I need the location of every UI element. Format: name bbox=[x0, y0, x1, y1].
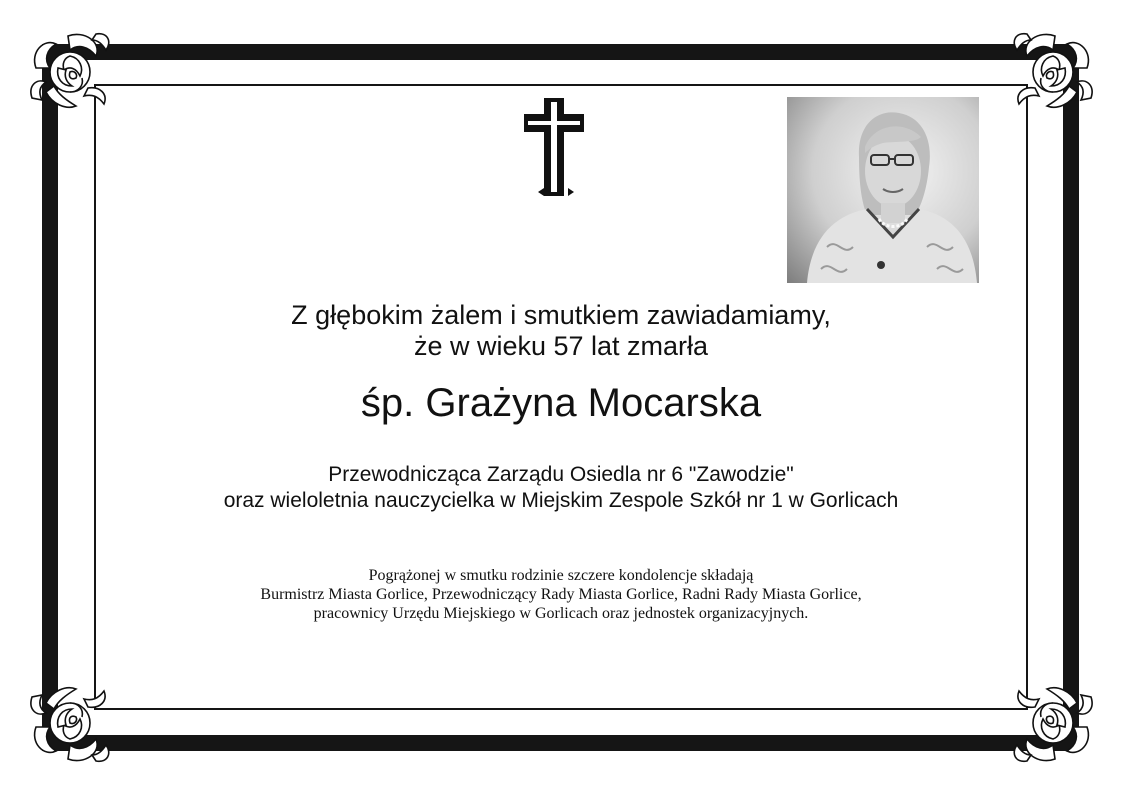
portrait-photo bbox=[787, 97, 979, 283]
rose-ornament-icon bbox=[26, 28, 112, 114]
rose-ornament-icon bbox=[26, 681, 112, 767]
intro-line: Z głębokim żalem i smutkiem zawiadamiamy, bbox=[291, 300, 831, 330]
role-line: Przewodnicząca Zarządu Osiedla nr 6 "Zawodzie" bbox=[328, 463, 794, 486]
latin-cross-icon bbox=[518, 96, 588, 200]
announcement-intro bbox=[94, 300, 1028, 362]
condolence-line: Burmistrz Miasta Gorlice, Przewodniczący Rady Miasta Gorlice, Radni Rady Miasta Gorlice, bbox=[260, 586, 862, 603]
condolence-message bbox=[94, 566, 1028, 623]
deceased-role bbox=[94, 462, 1028, 514]
intro-line: że w wieku 57 lat zmarła bbox=[413, 331, 709, 361]
rose-ornament-icon bbox=[1011, 681, 1097, 767]
deceased-name: śp. Grażyna Mocarska bbox=[360, 381, 762, 425]
role-line: oraz wieloletnia nauczycielka w Miejskim Zespole Szkół nr 1 w Gorlicach bbox=[223, 489, 899, 512]
condolence-line: Pogrążonej w smutku rodzinie szczere kondolencje składają bbox=[368, 567, 754, 584]
rose-ornament-icon bbox=[1011, 28, 1097, 114]
condolence-line: pracownicy Urzędu Miejskiego w Gorlicach oraz jednostek organizacyjnych. bbox=[313, 605, 809, 622]
